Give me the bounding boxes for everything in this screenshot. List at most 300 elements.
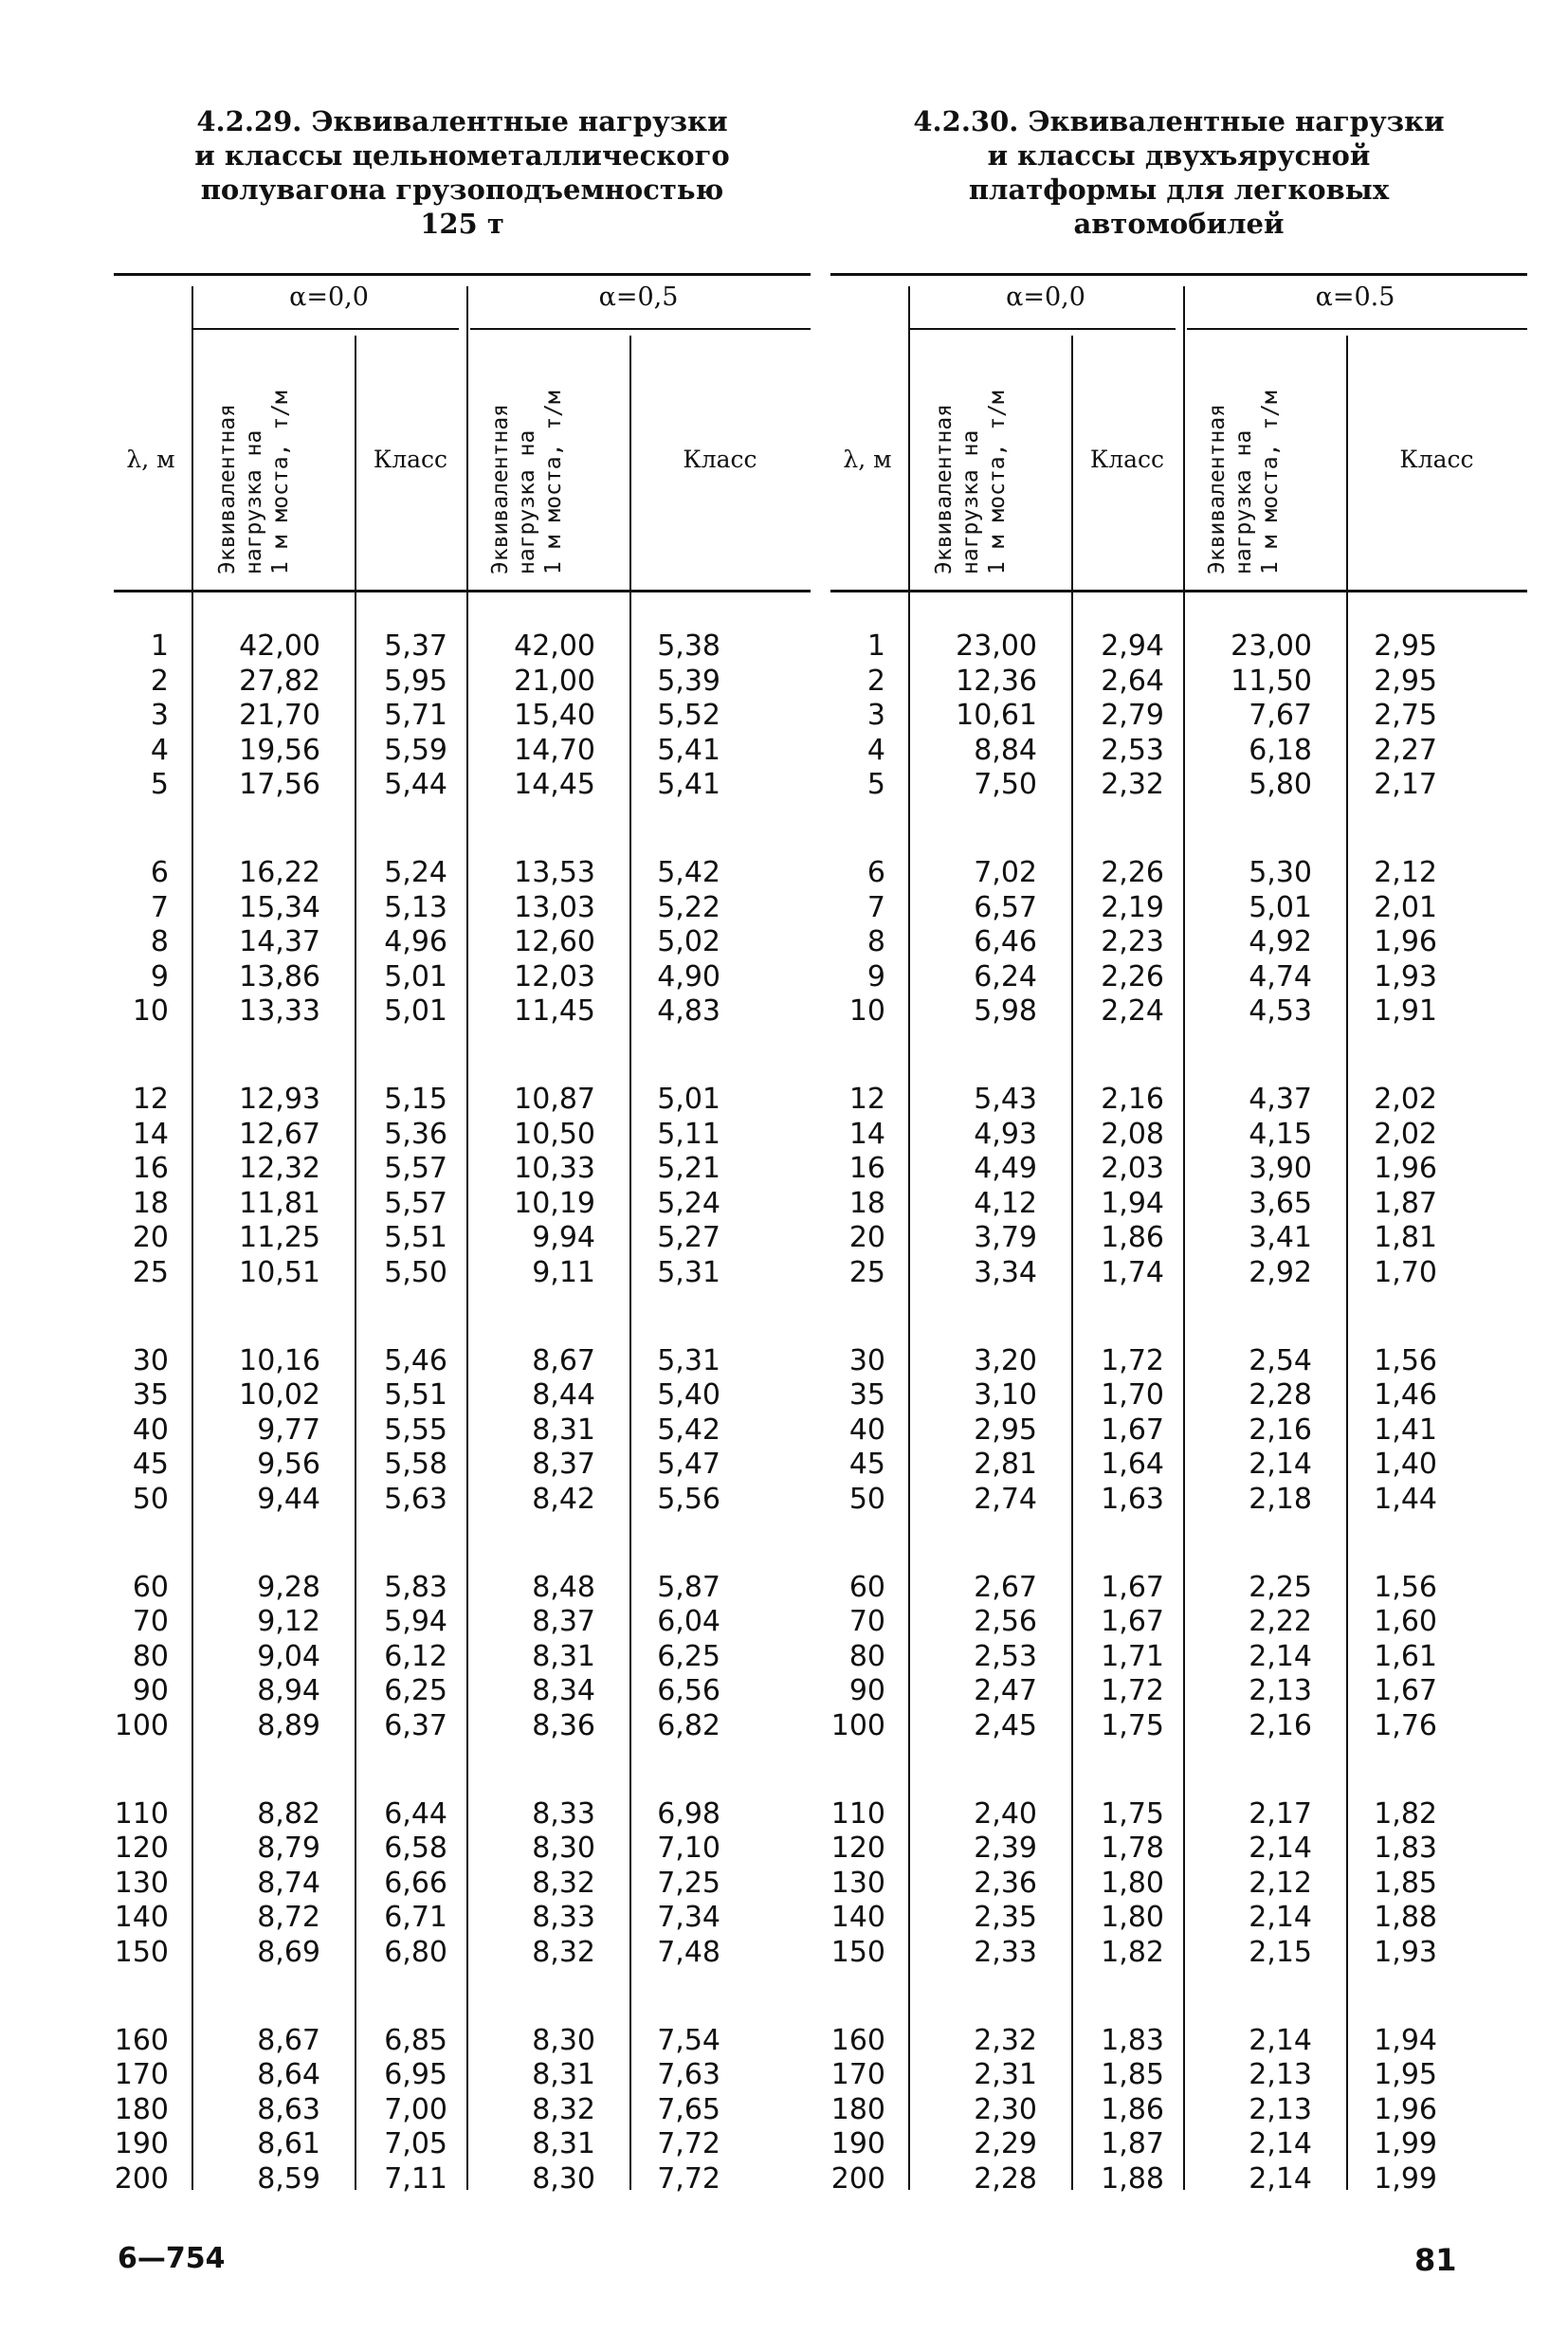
class-value: 5,21 xyxy=(657,1152,720,1186)
class-value: 5,01 xyxy=(384,994,447,1029)
class-header: Класс xyxy=(1399,446,1474,473)
table-title-line: платформы для легковых xyxy=(968,173,1390,206)
class-value: 1,70 xyxy=(1374,1256,1437,1289)
class-value: 5,71 xyxy=(384,699,447,733)
class-value: 1,86 xyxy=(1101,2092,1164,2126)
class-value: 7,63 xyxy=(657,2058,720,2092)
load-value: 8,59 xyxy=(257,2162,320,2196)
class-value: 1,87 xyxy=(1101,2127,1164,2161)
load-value: 13,86 xyxy=(239,959,320,993)
lambda-value: 25 xyxy=(848,1256,885,1289)
class-value: 7,10 xyxy=(657,1832,720,1866)
class-value: 1,91 xyxy=(1374,994,1437,1029)
lambda-value: 2 xyxy=(150,664,169,698)
load-value: 5,01 xyxy=(1249,890,1312,924)
load-value: 23,00 xyxy=(956,629,1037,663)
alpha-subrule xyxy=(191,328,459,330)
column-rule xyxy=(1071,336,1073,2190)
class-value: 1,61 xyxy=(1374,1639,1437,1673)
load-value: 8,33 xyxy=(532,1901,595,1935)
class-value: 1,86 xyxy=(1101,1221,1164,1255)
lambda-value: 25 xyxy=(132,1256,169,1289)
class-value: 1,63 xyxy=(1101,1483,1164,1516)
load-value: 2,13 xyxy=(1249,2092,1312,2126)
class-value: 2,27 xyxy=(1374,733,1437,767)
load-value: 8,67 xyxy=(532,1343,595,1377)
class-value: 1,67 xyxy=(1101,1570,1164,1604)
lambda-value: 180 xyxy=(114,2092,169,2126)
lambda-value: 80 xyxy=(848,1639,885,1673)
load-value: 9,12 xyxy=(257,1605,320,1639)
load-value: 3,90 xyxy=(1249,1152,1312,1186)
load-header-line: 1 м моста, т/м xyxy=(268,391,293,574)
class-value: 2,79 xyxy=(1101,699,1164,733)
lambda-value: 120 xyxy=(114,1832,169,1866)
lambda-value: 6 xyxy=(866,856,885,889)
lambda-value: 35 xyxy=(132,1378,169,1412)
load-value: 2,30 xyxy=(974,2092,1037,2126)
load-value: 8,37 xyxy=(532,1448,595,1482)
class-value: 2,26 xyxy=(1101,856,1164,889)
load-value: 8,37 xyxy=(532,1605,595,1639)
class-value: 6,66 xyxy=(384,1866,447,1900)
lambda-value: 2 xyxy=(866,664,885,698)
load-value: 13,03 xyxy=(514,890,595,924)
load-value: 8,67 xyxy=(257,2023,320,2057)
load-value: 2,56 xyxy=(974,1605,1037,1639)
load-value: 9,94 xyxy=(532,1221,595,1255)
alpha-header: α=0.5 xyxy=(1315,282,1395,312)
lambda-value: 4 xyxy=(866,733,885,767)
class-value: 1,82 xyxy=(1101,1936,1164,1969)
class-value: 5,56 xyxy=(657,1483,720,1516)
lambda-value: 8 xyxy=(866,925,885,959)
load-value: 2,31 xyxy=(974,2058,1037,2092)
class-value: 1,67 xyxy=(1374,1674,1437,1708)
lambda-header: λ, м xyxy=(126,446,175,473)
load-value: 5,30 xyxy=(1249,856,1312,889)
load-value: 2,45 xyxy=(974,1709,1037,1742)
class-value: 6,25 xyxy=(384,1674,447,1708)
load-value: 10,51 xyxy=(239,1256,320,1289)
load-value: 42,00 xyxy=(514,629,595,663)
lambda-value: 14 xyxy=(132,1117,169,1151)
load-value: 19,56 xyxy=(239,733,320,767)
load-value: 42,00 xyxy=(239,629,320,663)
load-value: 2,14 xyxy=(1249,2127,1312,2161)
lambda-value: 20 xyxy=(848,1221,885,1255)
lambda-value: 180 xyxy=(830,2092,885,2126)
load-value: 2,32 xyxy=(974,2023,1037,2057)
top-rule xyxy=(114,273,811,276)
class-value: 6,56 xyxy=(657,1674,720,1708)
column-rule xyxy=(355,336,356,2190)
load-value: 8,82 xyxy=(257,1796,320,1831)
load-header-line: нагрузка на xyxy=(1231,429,1256,574)
class-value: 7,72 xyxy=(657,2127,720,2161)
load-header xyxy=(931,351,1016,574)
top-rule xyxy=(830,273,1527,276)
header-bottom-rule xyxy=(830,590,1527,592)
class-value: 1,83 xyxy=(1374,1832,1437,1866)
column-rule xyxy=(908,286,910,2190)
lambda-value: 60 xyxy=(132,1570,169,1604)
lambda-header: λ, м xyxy=(843,446,892,473)
load-value: 8,94 xyxy=(257,1674,320,1708)
class-value: 5,01 xyxy=(384,959,447,993)
load-value: 6,24 xyxy=(974,959,1037,993)
load-value: 7,02 xyxy=(974,856,1037,889)
load-value: 23,00 xyxy=(1231,629,1312,663)
load-value: 4,74 xyxy=(1249,959,1312,993)
class-value: 2,16 xyxy=(1101,1083,1164,1116)
load-header-line: нагрузка на xyxy=(958,429,983,574)
class-value: 2,23 xyxy=(1101,925,1164,959)
load-value: 9,56 xyxy=(257,1448,320,1482)
lambda-value: 8 xyxy=(150,925,169,959)
class-value: 4,83 xyxy=(657,994,720,1029)
lambda-value: 190 xyxy=(114,2127,169,2161)
load-value: 3,41 xyxy=(1249,1221,1312,1255)
load-value: 13,53 xyxy=(514,856,595,889)
class-value: 5,59 xyxy=(384,733,447,767)
load-value: 9,44 xyxy=(257,1483,320,1516)
class-value: 2,19 xyxy=(1101,890,1164,924)
load-value: 2,47 xyxy=(974,1674,1037,1708)
load-value: 4,12 xyxy=(974,1186,1037,1220)
class-value: 5,94 xyxy=(384,1605,447,1639)
load-value: 13,33 xyxy=(239,994,320,1029)
class-value: 5,57 xyxy=(384,1152,447,1186)
class-value: 1,72 xyxy=(1101,1343,1164,1377)
load-value: 2,92 xyxy=(1249,1256,1312,1289)
table-title xyxy=(830,104,1527,241)
class-value: 2,75 xyxy=(1374,699,1437,733)
lambda-value: 12 xyxy=(848,1083,885,1116)
load-value: 8,32 xyxy=(532,2092,595,2126)
class-value: 1,71 xyxy=(1101,1639,1164,1673)
class-value: 5,31 xyxy=(657,1343,720,1377)
lambda-value: 45 xyxy=(848,1448,885,1482)
load-header-line: 1 м моста, т/м xyxy=(1258,391,1283,574)
load-value: 10,50 xyxy=(514,1117,595,1151)
class-value: 1,72 xyxy=(1101,1674,1164,1708)
lambda-value: 30 xyxy=(132,1343,169,1377)
class-value: 5,95 xyxy=(384,664,447,698)
load-value: 8,79 xyxy=(257,1832,320,1866)
load-value: 9,11 xyxy=(532,1256,595,1289)
load-value: 6,18 xyxy=(1249,733,1312,767)
class-value: 7,72 xyxy=(657,2162,720,2196)
class-value: 1,74 xyxy=(1101,1256,1164,1289)
class-value: 1,56 xyxy=(1374,1343,1437,1377)
class-value: 1,95 xyxy=(1374,2058,1437,2092)
load-value: 8,72 xyxy=(257,1901,320,1935)
load-header-line: 1 м моста, т/м xyxy=(985,391,1010,574)
load-header-line: Эквивалентная xyxy=(488,403,513,574)
class-value: 5,58 xyxy=(384,1448,447,1482)
class-value: 2,24 xyxy=(1101,994,1164,1029)
alpha-subrule xyxy=(908,328,1176,330)
load-value: 10,16 xyxy=(239,1343,320,1377)
load-value: 8,30 xyxy=(532,2162,595,2196)
lambda-value: 7 xyxy=(150,890,169,924)
load-value: 4,37 xyxy=(1249,1083,1312,1116)
class-value: 1,83 xyxy=(1101,2023,1164,2057)
lambda-value: 90 xyxy=(132,1674,169,1708)
class-value: 6,25 xyxy=(657,1639,720,1673)
class-value: 1,67 xyxy=(1101,1605,1164,1639)
load-value: 8,89 xyxy=(257,1709,320,1742)
lambda-value: 1 xyxy=(866,629,885,663)
class-value: 1,78 xyxy=(1101,1832,1164,1866)
class-value: 1,81 xyxy=(1374,1221,1437,1255)
class-value: 5,87 xyxy=(657,1570,720,1604)
load-value: 2,28 xyxy=(1249,1378,1312,1412)
lambda-value: 10 xyxy=(848,994,885,1029)
class-value: 1,99 xyxy=(1374,2127,1437,2161)
class-value: 1,94 xyxy=(1374,2023,1437,2057)
lambda-value: 70 xyxy=(132,1605,169,1639)
load-value: 5,43 xyxy=(974,1083,1037,1116)
column-rule xyxy=(466,286,468,2190)
class-value: 5,41 xyxy=(657,733,720,767)
load-value: 7,67 xyxy=(1249,699,1312,733)
class-value: 6,37 xyxy=(384,1709,447,1742)
lambda-value: 18 xyxy=(132,1186,169,1220)
class-header: Класс xyxy=(373,446,448,473)
load-value: 8,32 xyxy=(532,1866,595,1900)
load-header-line: нагрузка на xyxy=(515,429,539,574)
class-value: 1,76 xyxy=(1374,1709,1437,1742)
class-value: 2,95 xyxy=(1374,664,1437,698)
load-value: 10,61 xyxy=(956,699,1037,733)
class-value: 1,96 xyxy=(1374,2092,1437,2126)
class-value: 7,05 xyxy=(384,2127,447,2161)
table-title-line: и классы цельнометаллического xyxy=(194,139,730,172)
class-value: 5,13 xyxy=(384,890,447,924)
lambda-value: 110 xyxy=(830,1796,885,1831)
class-value: 5,42 xyxy=(657,856,720,889)
class-value: 1,82 xyxy=(1374,1796,1437,1831)
lambda-value: 170 xyxy=(830,2058,885,2092)
load-value: 8,63 xyxy=(257,2092,320,2126)
class-value: 5,57 xyxy=(384,1186,447,1220)
alpha-subrule xyxy=(1187,328,1527,330)
load-value: 10,19 xyxy=(514,1186,595,1220)
load-value: 3,65 xyxy=(1249,1186,1312,1220)
class-value: 1,44 xyxy=(1374,1483,1437,1516)
load-value: 14,37 xyxy=(239,925,320,959)
class-value: 5,40 xyxy=(657,1378,720,1412)
class-value: 4,96 xyxy=(384,925,447,959)
load-value: 2,14 xyxy=(1249,1901,1312,1935)
load-value: 16,22 xyxy=(239,856,320,889)
lambda-value: 100 xyxy=(830,1709,885,1742)
load-value: 8,74 xyxy=(257,1866,320,1900)
class-value: 1,88 xyxy=(1374,1901,1437,1935)
load-value: 9,77 xyxy=(257,1412,320,1447)
lambda-value: 150 xyxy=(830,1936,885,1969)
load-value: 8,31 xyxy=(532,1639,595,1673)
class-value: 1,41 xyxy=(1374,1412,1437,1447)
load-value: 2,95 xyxy=(974,1412,1037,1447)
class-value: 1,96 xyxy=(1374,1152,1437,1186)
load-value: 5,98 xyxy=(974,994,1037,1029)
lambda-value: 100 xyxy=(114,1709,169,1742)
class-value: 2,26 xyxy=(1101,959,1164,993)
header-bottom-rule xyxy=(114,590,811,592)
class-value: 5,41 xyxy=(657,768,720,802)
load-value: 8,33 xyxy=(532,1796,595,1831)
load-value: 8,36 xyxy=(532,1709,595,1742)
lambda-value: 60 xyxy=(848,1570,885,1604)
printer-signature: 6—754 xyxy=(118,2242,226,2275)
class-value: 1,85 xyxy=(1101,2058,1164,2092)
class-value: 5,36 xyxy=(384,1117,447,1151)
load-value: 12,32 xyxy=(239,1152,320,1186)
load-value: 2,14 xyxy=(1249,2023,1312,2057)
load-value: 12,67 xyxy=(239,1117,320,1151)
lambda-value: 20 xyxy=(132,1221,169,1255)
lambda-value: 80 xyxy=(132,1639,169,1673)
class-value: 5,39 xyxy=(657,664,720,698)
class-value: 1,75 xyxy=(1101,1709,1164,1742)
lambda-value: 50 xyxy=(132,1483,169,1516)
load-value: 15,34 xyxy=(239,890,320,924)
class-value: 2,32 xyxy=(1101,768,1164,802)
load-value: 3,20 xyxy=(974,1343,1037,1377)
class-value: 6,58 xyxy=(384,1832,447,1866)
load-value: 8,61 xyxy=(257,2127,320,2161)
load-value: 2,40 xyxy=(974,1796,1037,1831)
class-value: 5,24 xyxy=(657,1186,720,1220)
load-value: 21,00 xyxy=(514,664,595,698)
class-value: 1,88 xyxy=(1101,2162,1164,2196)
class-value: 7,48 xyxy=(657,1936,720,1969)
class-value: 1,93 xyxy=(1374,959,1437,993)
load-value: 2,81 xyxy=(974,1448,1037,1482)
class-value: 6,98 xyxy=(657,1796,720,1831)
load-value: 8,31 xyxy=(532,2127,595,2161)
class-value: 7,34 xyxy=(657,1901,720,1935)
load-value: 2,28 xyxy=(974,2162,1037,2196)
class-value: 5,11 xyxy=(657,1117,720,1151)
class-value: 2,03 xyxy=(1101,1152,1164,1186)
load-value: 2,17 xyxy=(1249,1796,1312,1831)
lambda-value: 110 xyxy=(114,1796,169,1831)
class-value: 7,54 xyxy=(657,2023,720,2057)
class-value: 2,94 xyxy=(1101,629,1164,663)
lambda-value: 9 xyxy=(150,959,169,993)
lambda-value: 200 xyxy=(114,2162,169,2196)
load-value: 2,67 xyxy=(974,1570,1037,1604)
class-value: 5,38 xyxy=(657,629,720,663)
lambda-value: 130 xyxy=(830,1866,885,1900)
lambda-value: 4 xyxy=(150,733,169,767)
class-value: 2,08 xyxy=(1101,1117,1164,1151)
load-value: 2,14 xyxy=(1249,1832,1312,1866)
lambda-value: 16 xyxy=(132,1152,169,1186)
load-header-line: Эквивалентная xyxy=(215,403,240,574)
load-value: 4,15 xyxy=(1249,1117,1312,1151)
class-value: 1,80 xyxy=(1101,1866,1164,1900)
class-value: 7,11 xyxy=(384,2162,447,2196)
table-4-2-30 xyxy=(830,104,1527,2209)
load-value: 8,34 xyxy=(532,1674,595,1708)
load-value: 14,45 xyxy=(514,768,595,802)
class-value: 6,95 xyxy=(384,2058,447,2092)
lambda-value: 40 xyxy=(132,1412,169,1447)
class-value: 2,02 xyxy=(1374,1117,1437,1151)
class-value: 1,93 xyxy=(1374,1936,1437,1969)
load-value: 8,30 xyxy=(532,1832,595,1866)
lambda-value: 190 xyxy=(830,2127,885,2161)
alpha-header: α=0,0 xyxy=(289,282,369,312)
class-value: 1,87 xyxy=(1374,1186,1437,1220)
class-value: 1,46 xyxy=(1374,1378,1437,1412)
load-value: 15,40 xyxy=(514,699,595,733)
lambda-value: 130 xyxy=(114,1866,169,1900)
load-value: 8,30 xyxy=(532,2023,595,2057)
class-value: 1,70 xyxy=(1101,1378,1164,1412)
load-value: 2,14 xyxy=(1249,1639,1312,1673)
load-value: 11,50 xyxy=(1231,664,1312,698)
load-value: 7,50 xyxy=(974,768,1037,802)
table-title xyxy=(114,104,811,241)
lambda-value: 3 xyxy=(866,699,885,733)
load-value: 10,87 xyxy=(514,1083,595,1116)
class-value: 1,94 xyxy=(1101,1186,1164,1220)
class-value: 1,80 xyxy=(1101,1901,1164,1935)
load-value: 8,32 xyxy=(532,1936,595,1969)
load-value: 3,79 xyxy=(974,1221,1037,1255)
column-rule xyxy=(1183,286,1185,2190)
table-title-line: и классы двухъярусной xyxy=(987,139,1371,172)
lambda-value: 6 xyxy=(150,856,169,889)
load-value: 2,74 xyxy=(974,1483,1037,1516)
load-value: 8,31 xyxy=(532,2058,595,2092)
class-value: 5,46 xyxy=(384,1343,447,1377)
lambda-value: 90 xyxy=(848,1674,885,1708)
class-value: 1,99 xyxy=(1374,2162,1437,2196)
column-rule xyxy=(1346,336,1348,2190)
load-value: 10,33 xyxy=(514,1152,595,1186)
load-value: 2,16 xyxy=(1249,1709,1312,1742)
class-value: 5,55 xyxy=(384,1412,447,1447)
load-value: 2,12 xyxy=(1249,1866,1312,1900)
class-value: 1,67 xyxy=(1101,1412,1164,1447)
alpha-subrule xyxy=(470,328,811,330)
lambda-value: 18 xyxy=(848,1186,885,1220)
class-value: 6,82 xyxy=(657,1709,720,1742)
table-title-line: 4.2.29. Эквивалентные нагрузки xyxy=(196,105,728,137)
class-value: 2,95 xyxy=(1374,629,1437,663)
lambda-value: 40 xyxy=(848,1412,885,1447)
class-value: 5,01 xyxy=(657,1083,720,1116)
load-value: 2,13 xyxy=(1249,1674,1312,1708)
class-value: 5,24 xyxy=(384,856,447,889)
load-value: 11,25 xyxy=(239,1221,320,1255)
load-value: 2,16 xyxy=(1249,1412,1312,1447)
load-value: 2,22 xyxy=(1249,1605,1312,1639)
load-value: 2,35 xyxy=(974,1901,1037,1935)
lambda-value: 150 xyxy=(114,1936,169,1969)
load-value: 2,53 xyxy=(974,1639,1037,1673)
lambda-value: 14 xyxy=(848,1117,885,1151)
class-value: 5,52 xyxy=(657,699,720,733)
class-value: 1,75 xyxy=(1101,1796,1164,1831)
